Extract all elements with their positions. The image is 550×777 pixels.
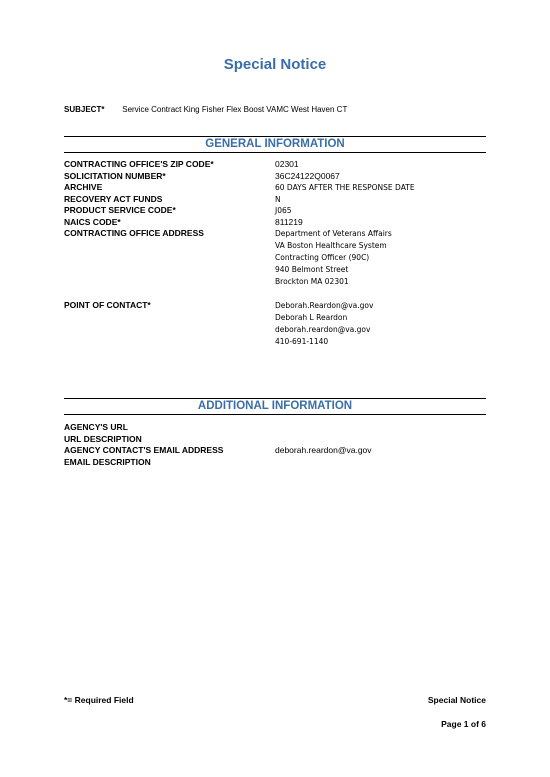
field-label: AGENCY'S URL [64, 422, 128, 432]
address-line: Brockton MA 02301 [275, 277, 349, 286]
field-label: ARCHIVE [64, 182, 103, 192]
field-value: deborah.reardon@va.gov [275, 445, 372, 455]
additional-information-fields [64, 422, 504, 468]
contact-block [275, 300, 504, 348]
footer-document-name: Special Notice [427, 695, 486, 705]
subject-line [64, 105, 347, 114]
field-point-of-contact [64, 300, 504, 348]
contact-line: Deborah.Reardon@va.gov [275, 301, 374, 310]
field-label: CONTRACTING OFFICE ADDRESS [64, 228, 204, 238]
required-field-note: *= Required Field [64, 695, 134, 705]
additional-information-heading: ADDITIONAL INFORMATION [64, 398, 486, 415]
general-information-heading: GENERAL INFORMATION [64, 136, 486, 153]
address-line: Contracting Officer (90C) [275, 253, 370, 262]
field-label: URL DESCRIPTION [64, 433, 142, 444]
address-line: Department of Veterans Affairs [275, 229, 392, 238]
field-label: POINT OF CONTACT* [64, 300, 151, 310]
field-label: CONTRACTING OFFICE'S ZIP CODE* [64, 159, 214, 169]
field-value: 02301 [275, 159, 299, 169]
field-value [275, 457, 504, 469]
field-value: 811219 [275, 216, 303, 227]
field-label: SOLICITATION NUMBER* [64, 170, 166, 181]
field-value: N [275, 194, 281, 204]
address-line: 940 Belmont Street [275, 265, 349, 274]
field-value: 60 DAYS AFTER THE RESPONSE DATE [275, 183, 415, 192]
subject-label: SUBJECT* [64, 105, 105, 114]
field-agency-url [64, 422, 504, 434]
field-value: J065 [275, 206, 292, 215]
field-archive [64, 182, 504, 194]
field-email-description [64, 457, 504, 469]
field-label: NAICS CODE* [64, 216, 121, 227]
page-number: Page 1 of 6 [441, 719, 486, 729]
field-agency-contact-email [64, 445, 504, 457]
document-title: Special Notice [223, 56, 327, 73]
field-naics-code [64, 217, 504, 229]
address-line: VA Boston Healthcare System [275, 241, 387, 250]
field-url-description [64, 434, 504, 446]
field-product-service-code [64, 205, 504, 217]
subject-value: Service Contract King Fisher Flex Boost VAMC West Haven CT [122, 105, 348, 114]
general-information-fields [64, 159, 504, 348]
field-value [275, 422, 504, 434]
contact-line: 410-691-1140 [275, 337, 329, 346]
contact-line: deborah.reardon@va.gov [275, 325, 371, 334]
field-label: PRODUCT SERVICE CODE* [64, 205, 176, 215]
field-contracting-office-address [64, 228, 504, 288]
field-value [275, 434, 504, 446]
field-value: 36C24122Q0067 [275, 170, 340, 181]
address-block [275, 228, 504, 288]
contact-line: Deborah L Reardon [275, 313, 348, 322]
field-solicitation-number [64, 171, 504, 183]
field-recovery-act-funds [64, 194, 504, 206]
field-label: RECOVERY ACT FUNDS [64, 193, 163, 204]
field-label: AGENCY CONTACT'S EMAIL ADDRESS [64, 445, 224, 455]
field-label: EMAIL DESCRIPTION [64, 456, 151, 467]
field-zip-code [64, 159, 504, 171]
